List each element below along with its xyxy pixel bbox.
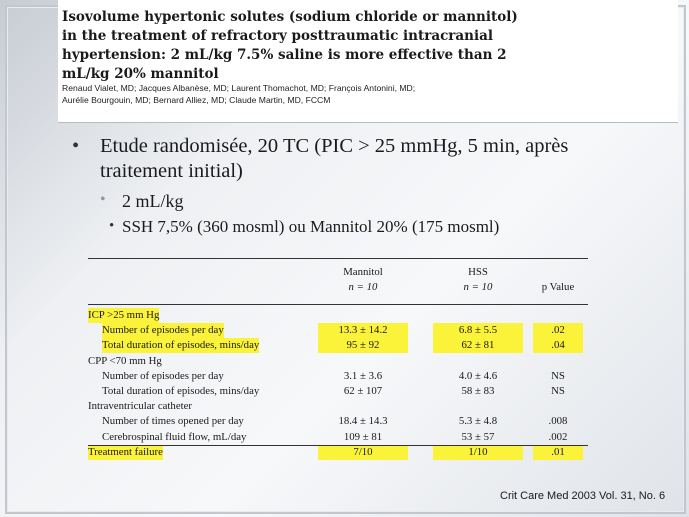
paper-title: Isovolume hypertonic solutes (sodium chloride or mannitol) in the treatment of refractory posttraumatic intracranial hypertension: 2 mL/kg 7.5% saline is more effective than 2 mL/kg 20% mannitol bbox=[62, 9, 518, 82]
table-row bbox=[88, 384, 588, 399]
table-row bbox=[88, 323, 588, 338]
bullet-dot-icon: • bbox=[109, 218, 115, 234]
cell-hss: 1/10 bbox=[433, 445, 523, 460]
cell-hss: 53 ± 57 bbox=[461, 430, 495, 443]
row-label: ICP >25 mm Hg bbox=[88, 309, 160, 321]
row-label: Total duration of episodes, mins/day bbox=[102, 339, 260, 352]
cell-pvalue: .02 bbox=[533, 323, 583, 338]
cell-mannitol: 95 ± 92 bbox=[318, 338, 408, 353]
table-top-rule bbox=[88, 258, 588, 259]
cell-mannitol: 7/10 bbox=[318, 445, 408, 460]
cell-pvalue: .002 bbox=[548, 430, 568, 443]
col-header-mannitol bbox=[318, 265, 408, 295]
col-header-pvalue: p Value bbox=[541, 281, 575, 293]
cell-hss: 5.3 ± 4.8 bbox=[458, 415, 498, 428]
bullet-level-2-text: 2 mL/kg bbox=[122, 191, 184, 211]
row-label: Treatment failure bbox=[88, 445, 163, 458]
row-label: Total duration of episodes, mins/day bbox=[102, 385, 260, 397]
bullet-dot-icon: • bbox=[72, 135, 80, 157]
cell-mannitol: 3.1 ± 3.6 bbox=[343, 369, 383, 382]
bullet-list bbox=[72, 134, 632, 238]
table-row bbox=[88, 445, 588, 460]
row-label: Number of episodes per day bbox=[102, 324, 224, 337]
col-hss-label: HSS bbox=[468, 266, 488, 278]
cell-pvalue: .01 bbox=[533, 445, 583, 460]
table-row bbox=[88, 338, 588, 353]
table-row bbox=[88, 354, 588, 369]
cell-mannitol: 13.3 ± 14.2 bbox=[318, 323, 408, 338]
table-header-rule bbox=[88, 304, 588, 305]
bullet-level-1 bbox=[72, 134, 632, 184]
table-row bbox=[88, 414, 588, 429]
bullet-level-2 bbox=[72, 190, 632, 212]
bullet-level-3 bbox=[72, 216, 632, 238]
row-label: Cerebrospinal fluid flow, mL/day bbox=[102, 430, 247, 443]
row-label: Number of times opened per day bbox=[102, 415, 244, 428]
citation: Crit Care Med 2003 Vol. 31, No. 6 bbox=[500, 490, 666, 502]
table-bottom-rule bbox=[88, 445, 588, 446]
authors-line-1: Renaud Vialet, MD; Jacques Albanèse, MD; Laurent Thomachot, MD; François Antonini, MD; bbox=[62, 83, 416, 93]
cell-mannitol: 62 ± 107 bbox=[343, 385, 383, 397]
cell-mannitol: 109 ± 81 bbox=[343, 430, 383, 443]
col-header-hss bbox=[433, 265, 523, 295]
cell-mannitol: 18.4 ± 14.3 bbox=[338, 415, 388, 428]
cell-pvalue: .04 bbox=[533, 338, 583, 353]
cell-pvalue: NS bbox=[551, 385, 565, 397]
table-row bbox=[88, 308, 588, 323]
table-row bbox=[88, 399, 588, 414]
col-mannitol-n: n = 10 bbox=[348, 281, 378, 293]
row-label: Intraventricular catheter bbox=[88, 400, 193, 413]
col-mannitol-label: Mannitol bbox=[343, 266, 383, 278]
cell-hss: 4.0 ± 4.6 bbox=[458, 369, 498, 382]
table-row bbox=[88, 430, 588, 445]
bullet-dot-icon: • bbox=[100, 191, 106, 208]
table-row bbox=[88, 369, 588, 384]
bullet-level-1-text: Etude randomisée, 20 TC (PIC > 25 mmHg, 5 min, après traitement initial) bbox=[100, 135, 569, 182]
col-hss-n: n = 10 bbox=[463, 281, 493, 293]
cell-hss: 62 ± 81 bbox=[433, 338, 523, 353]
row-label: CPP <70 mm Hg bbox=[88, 354, 162, 367]
cell-pvalue: NS bbox=[551, 369, 565, 382]
authors-line-2: Aurélie Bourgouin, MD; Bernard Alliez, MD; Claude Martin, MD, FCCM bbox=[62, 95, 331, 105]
bullet-level-3-text: SSH 7,5% (360 mosml) ou Mannitol 20% (175 mosml) bbox=[122, 217, 500, 236]
row-label: Number of episodes per day bbox=[102, 369, 224, 382]
cell-pvalue: .008 bbox=[548, 415, 568, 428]
paper-authors bbox=[62, 82, 492, 106]
cell-hss: 58 ± 83 bbox=[461, 385, 495, 397]
cell-hss: 6.8 ± 5.5 bbox=[433, 323, 523, 338]
